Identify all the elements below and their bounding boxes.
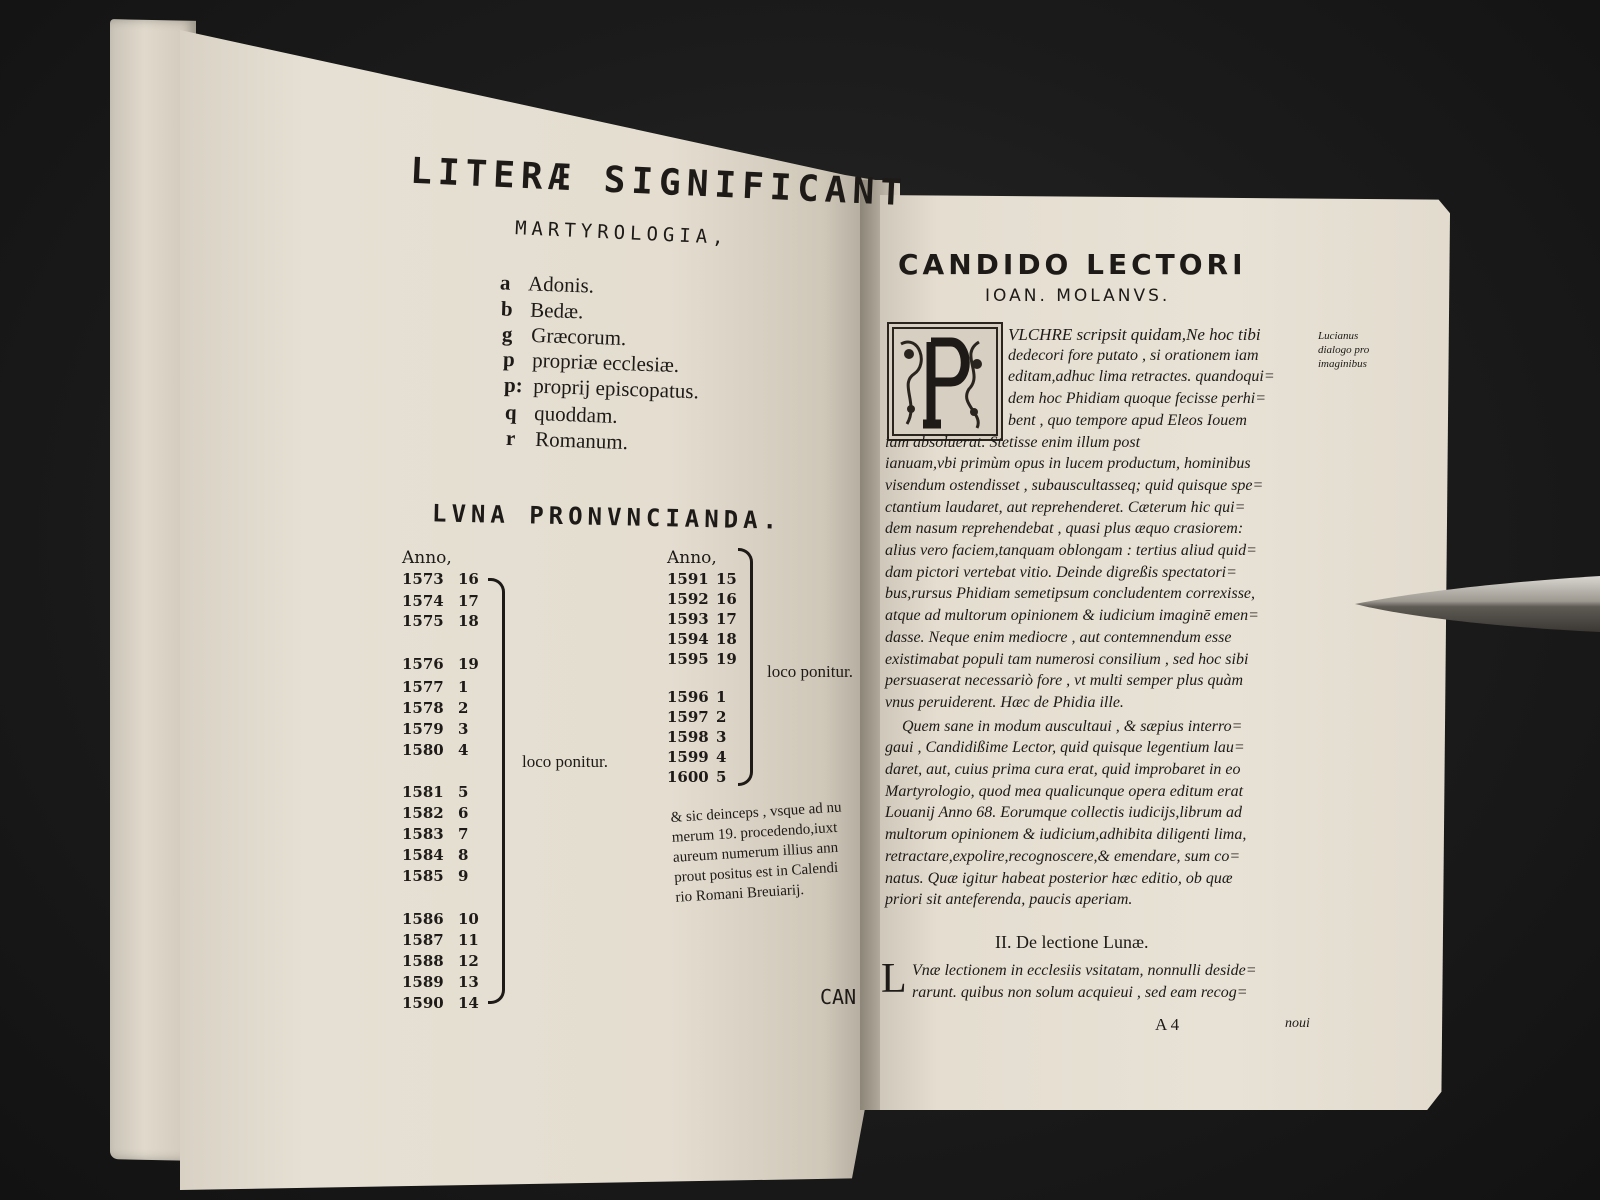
brace-left — [488, 578, 505, 1004]
text-line: priori sit anteferenda, paucis aperiam. — [885, 891, 1133, 909]
golden-number: 19 — [716, 650, 737, 668]
left-page-title: LITERÆ SIGNIFICANT — [409, 150, 909, 215]
year-row: 1594 — [667, 630, 709, 648]
text-line: alius vero faciem,tanquam oblongam : tertius aliud quid= — [885, 542, 1257, 559]
text-line: dedecori fore putato , si orationem iam — [1008, 346, 1259, 364]
year-row: 1575 — [402, 612, 444, 630]
abbreviation-text: propriæ ecclesiæ. — [526, 347, 680, 378]
year-row: 1590 — [402, 994, 444, 1012]
year-row: 1596 — [667, 688, 709, 706]
abbreviation-letter: g — [501, 321, 513, 347]
text-line: vnus peruiderent. Hæc de Phidia ille. — [885, 693, 1124, 711]
text-line: gaui , Candidißime Lector, quid quisque legentium lau= — [885, 739, 1245, 757]
year-row: 1584 — [402, 846, 444, 864]
year-row: 1579 — [402, 720, 444, 738]
text-line: Quem sane in modum auscultaui , & sæpius interro= — [902, 717, 1243, 735]
abbreviation-item — [506, 426, 629, 455]
year-row: 1599 — [667, 748, 709, 766]
golden-number: 19 — [458, 655, 479, 673]
year-row: 1595 — [667, 650, 709, 668]
golden-number: 17 — [458, 592, 479, 610]
year-row: 1585 — [402, 867, 444, 885]
golden-number: 7 — [458, 825, 469, 843]
signature-mark: A 4 — [1155, 1015, 1180, 1034]
golden-number: 5 — [716, 768, 727, 786]
text-line: daret, aut, cuius prima cura erat, quid improbaret in eo — [885, 761, 1241, 778]
golden-number: 16 — [716, 590, 737, 608]
text-line: retractare,expolire,recognoscere,& emendare, sum co= — [885, 847, 1241, 865]
right-page-subtitle: IOAN. MOLANVS. — [985, 286, 1171, 306]
year-row: 1583 — [402, 825, 444, 843]
golden-number: 13 — [458, 973, 479, 991]
abbreviation-letter: r — [505, 425, 516, 451]
text-line: rarunt. quibus non solum acquieui , sed eam recog= — [912, 984, 1248, 1001]
text-line: Vnæ lectionem in ecclesiis vsitatam, nonnulli deside= — [912, 962, 1257, 979]
text-line: atque ad multorum opinionem & iudicium imaginē emen= — [885, 607, 1259, 625]
text-line: persuaserat necessariò fore , vt multi semper plus quàm — [885, 672, 1244, 690]
year-row: 1592 — [667, 590, 709, 608]
golden-number: 3 — [458, 720, 469, 738]
year-row: 1578 — [402, 699, 444, 717]
golden-number: 12 — [458, 952, 479, 970]
year-row: 1587 — [402, 931, 444, 949]
golden-number: 8 — [458, 846, 469, 864]
golden-number: 9 — [458, 867, 469, 885]
col2-label: loco ponitur. — [767, 662, 853, 681]
abbreviation-item — [505, 400, 618, 429]
text-line: existimabat populi tam numerosi consilium , sed hoc sibi — [885, 650, 1249, 668]
brace-right — [738, 548, 753, 786]
year-row: 1581 — [402, 783, 444, 801]
abbreviation-letter: a — [499, 270, 511, 295]
abbreviation-letter: b — [500, 296, 514, 321]
text-line: ianuam,vbi primùm opus in lucem productum, hominibus — [885, 455, 1251, 473]
initial-L: L — [881, 956, 907, 1002]
year-row: 1588 — [402, 952, 444, 970]
golden-number: 6 — [458, 804, 469, 822]
text-line: dam pictori vertebat vitio. Deinde digreßis spectatori= — [885, 563, 1237, 581]
golden-number: 5 — [458, 783, 469, 801]
golden-number: 1 — [716, 688, 727, 706]
abbreviation-text: quoddam. — [528, 400, 619, 428]
year-row: 1576 — [402, 655, 444, 673]
text-line: dem hoc Phidiam quoque fecisse perhi= — [1008, 390, 1267, 408]
margin-note-line: imaginibus — [1318, 358, 1367, 370]
golden-number: 4 — [716, 748, 727, 766]
abbreviation-text: Romanum. — [529, 426, 629, 455]
abbreviation-text: proprij episcopatus. — [527, 373, 700, 404]
abbreviation-text: Bedæ. — [524, 297, 584, 324]
year-row: 1582 — [402, 804, 444, 822]
section-heading: II. De lectione Lunæ. — [995, 932, 1149, 952]
abbreviation-letter: p: — [503, 372, 524, 398]
year-row: 1577 — [402, 678, 444, 696]
margin-note-line: Lucianus — [1318, 330, 1359, 342]
year-row: 1586 — [402, 910, 444, 928]
col2-header: Anno, — [667, 548, 717, 568]
left-catchword: CAN — [820, 985, 857, 1009]
text-line: multorum opinionem & iudicium,adhibita diligenti lima, — [885, 826, 1247, 844]
text-line: VLCHRE scripsit quidam,Ne hoc tibi — [1008, 325, 1261, 344]
year-row: 1589 — [402, 973, 444, 991]
golden-number: 16 — [458, 570, 479, 588]
year-row: 1600 — [667, 768, 709, 786]
golden-number: 14 — [458, 994, 479, 1012]
year-row: 1591 — [667, 570, 709, 588]
year-row: 1580 — [402, 741, 444, 759]
golden-number: 2 — [716, 708, 727, 726]
year-row: 1598 — [667, 728, 709, 746]
col1-label: loco ponitur. — [522, 752, 608, 771]
abbreviation-item — [500, 270, 595, 298]
luna-title: LVNA PRONVNCIANDA. — [431, 499, 783, 535]
golden-number: 4 — [458, 741, 469, 759]
year-row: 1593 — [667, 610, 709, 628]
year-row: 1573 — [402, 570, 444, 588]
golden-number: 10 — [458, 910, 479, 928]
left-page-subtitle: MARTYROLOGIA, — [514, 217, 730, 249]
abbreviation-letter: p — [502, 346, 516, 372]
text-line: natus. Quæ igitur habeat posterior hæc editio, ob quæ — [885, 869, 1233, 887]
text-line: ctantium laudaret, aut reprehenderet. Cæterum hic qui= — [885, 498, 1246, 516]
moon-note: & sic deinceps , vsque ad nu merum 19. procedendo,iuxt aureum numerum illius ann prout positus est in Calendi rio Romani Breuiarij. — [670, 799, 842, 906]
golden-number: 18 — [716, 630, 737, 648]
text-line: iam absoluerat. Stetisse enim illum post — [885, 433, 1141, 451]
golden-number: 17 — [716, 610, 737, 628]
text-line: bent , quo tempore apud Eleos Iouem — [1008, 411, 1247, 429]
abbreviation-text: Adonis. — [523, 271, 595, 298]
decorated-initial-P-icon — [887, 322, 1003, 441]
margin-note-line: dialogo pro — [1318, 344, 1370, 356]
abbreviation-text: Græcorum. — [525, 322, 627, 351]
text-line: Louanij Anno 68. Eorumque collectis iudicijs,librum ad — [885, 804, 1243, 822]
abbreviation-item — [501, 297, 584, 325]
year-row: 1597 — [667, 708, 709, 726]
abbreviation-letter: q — [504, 400, 518, 425]
year-row: 1574 — [402, 592, 444, 610]
col1-header: Anno, — [402, 548, 452, 568]
text-line: editam,adhuc lima retractes. quandoqui= — [1008, 368, 1275, 386]
golden-number: 1 — [458, 678, 469, 696]
text-line: bus,rursus Phidiam semetipsum concludentem correxisse, — [885, 585, 1256, 603]
text-line: dasse. Neque enim mediocre , aut contemnendum esse — [885, 628, 1232, 646]
golden-number: 18 — [458, 612, 479, 630]
golden-number: 2 — [458, 699, 469, 717]
text-line: Martyrologio, quod mea qualicunque opera editum erat — [885, 782, 1244, 800]
golden-number: 3 — [716, 728, 727, 746]
knife-pointer-icon — [1355, 574, 1600, 634]
text-line: dem nasum reprehendebat , quasi plus æquo crasiorem: — [885, 520, 1244, 538]
golden-number: 15 — [716, 570, 737, 588]
text-line: visendum ostendisset , subauscultasseq; quid quisque spe= — [885, 476, 1264, 494]
golden-number: 11 — [458, 931, 479, 949]
right-catchword: noui — [1285, 1016, 1310, 1031]
right-page-title: CANDIDO LECTORI — [898, 248, 1247, 281]
